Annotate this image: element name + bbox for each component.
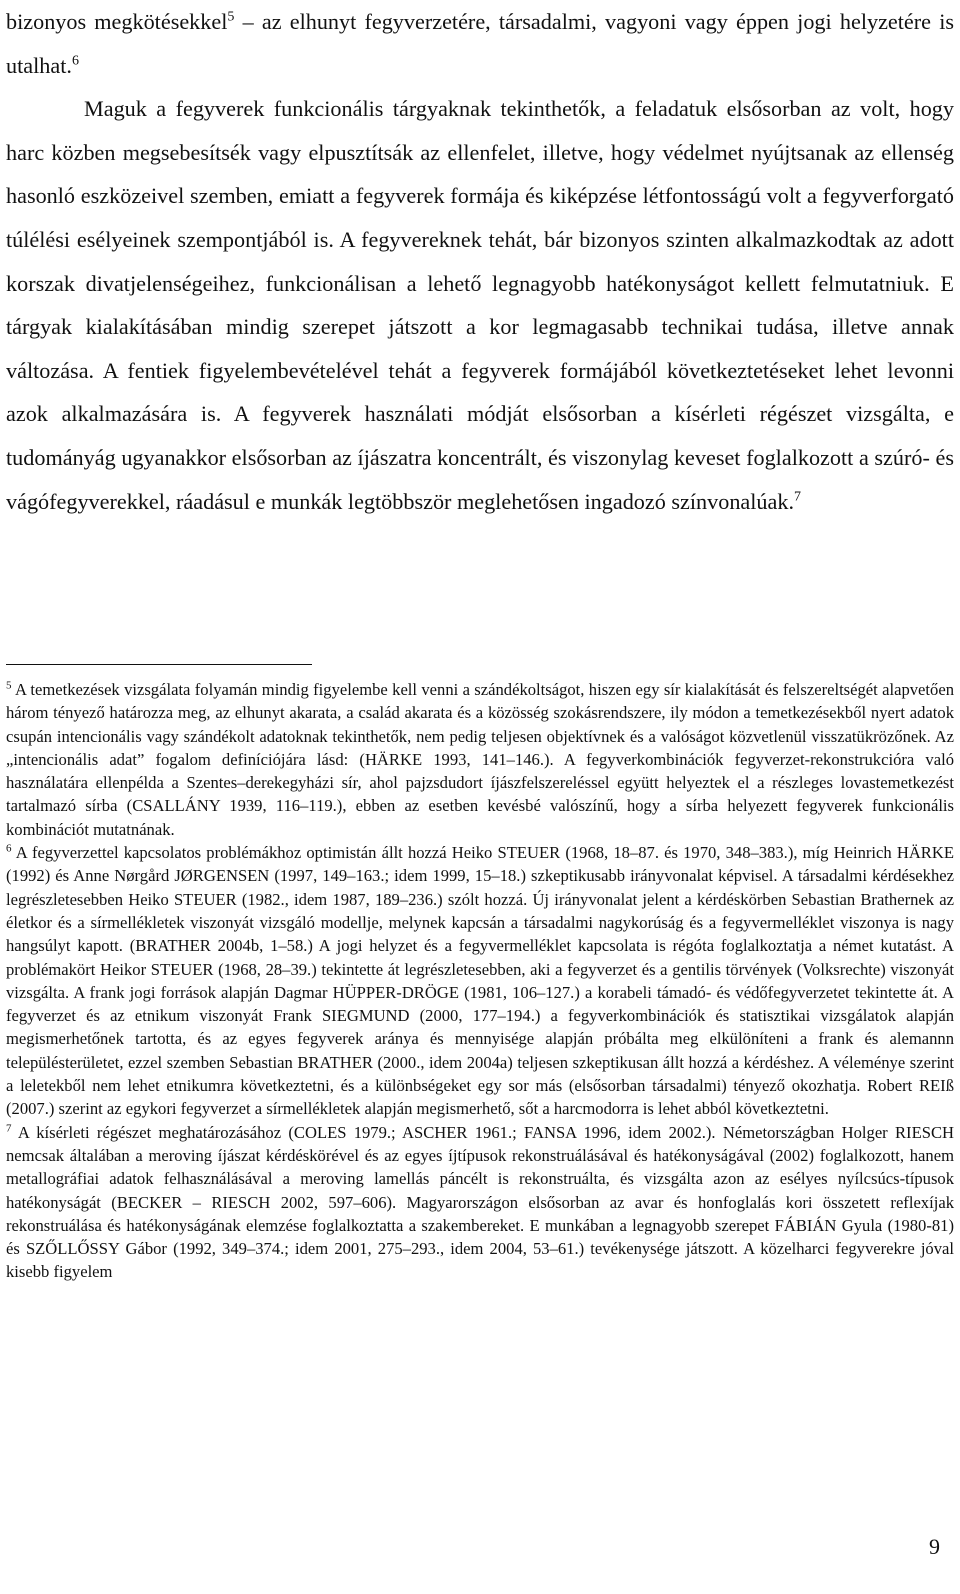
paragraph-1-text: bizonyos megkötésekkel	[6, 9, 228, 34]
footnote-ref-7[interactable]: 7	[794, 489, 802, 505]
footnote-7-number: 7	[6, 1122, 12, 1135]
footnote-ref-5[interactable]: 5	[227, 9, 235, 25]
paragraph-1	[6, 0, 954, 87]
footnote-separator	[6, 664, 312, 665]
paragraph-2-text: Maguk a fegyverek funkcionális tárgyaknak tekinthetők, a feladatuk elsősorban az volt, hogy harc közben megsebesítsék vagy elpusztítsák az ellenfelet, illetve, hogy védelmet nyújtsanak az ellenség hasonló eszközeivel szemben, emiatt a fegyverek formája és kiképzése létfontosságú volt a fegyverforgató túlélési esélyeinek szempontjából is. A fegyvereknek tehát, bár bizonyos szinten alkalmazkodtak az adott korszak divatjelenségeihez, funkcionálisan a lehető legnagyobb hatékonyságot kellett felmutatniuk. E tárgyak kialakításában mindig szerepet játszott a kor legmagasabb technikai tudása, illetve annak változása. A fentiek figyelembevételével tehát a fegyverek formájából következtetéseket lehet levonni azok alkalmazására is. A fegyverek használati módját elsősorban a kísérleti régészet vizsgálta, e tudományág ugyanakkor elsősorban az íjászatra koncentrált, és viszonylag keveset foglalkozott a szúró- és vágófegyverekkel, ráadásul e munkák legtöbbször meglehetősen ingadozó színvonalúak.	[6, 96, 954, 514]
footnote-7-text: A kísérleti régészet meghatározásához (COLES 1979.; ASCHER 1961.; FANSA 1996, idem 2002.). Németországban Holger RIESCH nemcsak általában a meroving íjászat kérdéskörével és az egyes íjtípusok rekonstruálásával és hatékonyságával (2002) foglalkozott, hanem metallográfiai adatok felhasználásával a meroving lamellás páncélt is rekonstruálta, és vizsgálta azon az esélyes nyílcsúcs-típusok hatékonyságát (BECKER – RIESCH 2002, 597–606). Magyarországon elsősorban az avar és honfoglalás kori összetett reflexíjak rekonstruálása és hatékonyságának elemzése foglalkoztatta a szakembereket. E munkában a legnagyobb szerepet FÁBIÁN Gyula (1980-81) és SZŐLLŐSSY Gábor (1992, 349–374.; idem 2001, 275–293., idem 2004, 53–61.) tevékenysége játszott. A közelharci fegyverekre jóval kisebb figyelem	[6, 1122, 954, 1282]
paragraph-1-text-cont: – az elhunyt fegyverzetére, társadalmi, vagyoni vagy éppen jogi helyzetére is utalhat.	[6, 9, 955, 78]
main-text	[6, 0, 954, 523]
footnote-ref-6[interactable]: 6	[71, 53, 79, 69]
footnote-6-number: 6	[6, 842, 12, 855]
footnote-5-number: 5	[6, 679, 12, 692]
page-number: 9	[929, 1534, 940, 1559]
footnote-5	[6, 678, 954, 841]
footnote-5-text: A temetkezések vizsgálata folyamán mindig figyelembe kell venni a szándékoltságot, hiszen egy sír kialakítását és felszereltségét alapvetően három tényező határozza meg, az elhunyt akarata, a család akarata és a közösség szokásrendszere, ily módon a temetkezésekből nyert adatok csupán intencionális vagy szándékolt adatoknak tekinthetők, nem pedig teljesen objektívnek és a valóságot közvetlenül visszatükrözőnek. Az „intencionális adat” fogalom definíciójára lásd: (HÄRKE 1993, 141–146.). A fegyverkombinációk fegyverzet-rekonstrukcióra való használatára ellenpélda a Szentes–derekegyházi sír, ahol pajzsdudort íjászfelszereléssel együtt helyeztek el a részleges lovastemetkezést tartalmazó sírba (CSALLÁNY 1939, 116–119.), ebben az esetben kevésbé valószínű, hogy a sírba helyezett fegyverek funkcionális kombinációt mutatnának.	[6, 680, 954, 839]
paragraph-2	[6, 87, 954, 523]
footnote-6-text: A fegyverzettel kapcsolatos problémákhoz optimistán állt hozzá Heiko STEUER (1968, 18–87. és 1970, 348–383.), míg Heinrich HÄRKE (1992) és Anne Nørgård JØRGENSEN (1997, 149–163.; idem 1999, 15–18.) szkeptikusabb irányvonalat képvisel. A társadalmi kérdésekhez legrészletesebben Heiko STEUER (1982., idem 1987, 189–236.) szólt hozzá. Új irányvonalat jelent a kérdéskörben Sebastian Brathernek az életkor és a sírmellékletek viszonyát vizsgáló modellje, melynek kapcsán a társadalmi nagykorúság és a fegyvermelléklet viszonya is nagy hangsúlyt kapott. (BRATHER 2004b, 1–58.) A jogi helyzet és a fegyvermelléklet kapcsolata is régóta foglalkoztatja a német kutatást. A problémakört Heikor STEUER (1968, 28–39.) tekintette át legrészletesebben, aki a fegyverzet és a gentilis törvények (Volksrechte) viszonyát vizsgálta. A frank jogi források alapján Dagmar HÜPPER-DRÖGE (1981, 106–127.) a korabeli támadó- és védőfegyverzetet tekintette át. A fegyverzet és az etnikum viszonyát Frank SIEGMUND (2000, 177–194.) a fegyverkombinációk és statisztikai vizsgálatok alapján megismerhetőnek tartotta, és az egyes fegyverek aránya és mennyisége alapján próbálta meg elkülöníteni a frank és alemannn településterületet, ezzel szemben Sebastian BRATHER (2000., idem 2004a) teljesen szkeptikusan állt hozzá a kérdéshez. A véleménye szerint a leletekből nem lehet etnikumra következtetni, és a különbségeket egy sor más (elsősorban társadalmi) tényező okozhatja. Robert REIß (2007.) szerint az egykori fegyverzet a sírmellékletek alapján megismerhető, sőt a harcmodorra is lehet abból következtetni.	[6, 843, 954, 1119]
footnote-7	[6, 1121, 954, 1284]
footnotes	[6, 678, 954, 1284]
footnote-6	[6, 841, 954, 1121]
